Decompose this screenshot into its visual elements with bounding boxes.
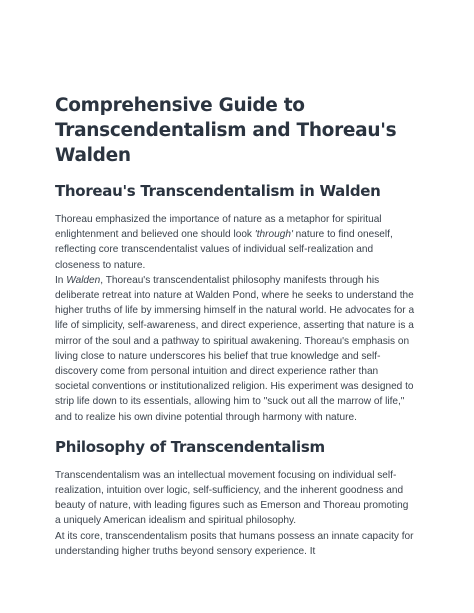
- emphasis-through: 'through': [254, 229, 293, 241]
- emphasis-walden: Walden: [66, 274, 101, 286]
- section-heading-thoreau: Thoreau's Transcendentalism in Walden: [55, 182, 381, 200]
- paragraph-text: , Thoreau's transcendentalist philosophy manifests through his deliberate retreat into nature at Walden Pond, where he seeks to understand the higher truths of life by immersing himself in the natural world. He advocates for a life of simplicity, self-awareness, and direct experience, asserting that nature is a mirror of the soul and a pathway to spiritual awakening. Thoreau's emphasis on living close to nature underscores his belief that true knowledge and self-discovery come from personal intuition and direct experience rather than societal conventions or institutionalized religion. His experiment was designed to strip life down to its essentials, allowing him to "suck out all the marrow of life," and to realize his own divine potential through harmony with nature.: [55, 274, 415, 423]
- section-body-thoreau: [55, 212, 415, 425]
- paragraph-core: At its core, transcendentalism posits that humans possess an innate capacity for understanding higher truths beyond sensory experience. It: [55, 530, 414, 557]
- section-heading-philosophy: Philosophy of Transcendentalism: [55, 437, 325, 456]
- document-title: Comprehensive Guide to Transcendentalism and Thoreau's Walden: [55, 95, 397, 166]
- paragraph-movement: Transcendentalism was an intellectual movement focusing on individual self-realization, intuition over logic, self-sufficiency, and the inherent goodness and beauty of nature, with leading figures such as Emerson and Thoreau promoting a uniquely American idealism and spiritual philosophy.: [55, 469, 409, 527]
- paragraph-walden: [55, 273, 415, 425]
- paragraph-text: In: [55, 274, 67, 286]
- section-body-philosophy: [55, 468, 415, 559]
- paragraph-nature-metaphor: [55, 212, 415, 273]
- document-page: [55, 93, 415, 559]
- paragraph-text: nature to find oneself, reflecting core transcendentalist values of individual self-realization and closeness to nature.: [55, 229, 393, 271]
- paragraph-text: Thoreau emphasized the importance of nature as a metaphor for spiritual enlightenment and believed one should look: [55, 214, 382, 241]
